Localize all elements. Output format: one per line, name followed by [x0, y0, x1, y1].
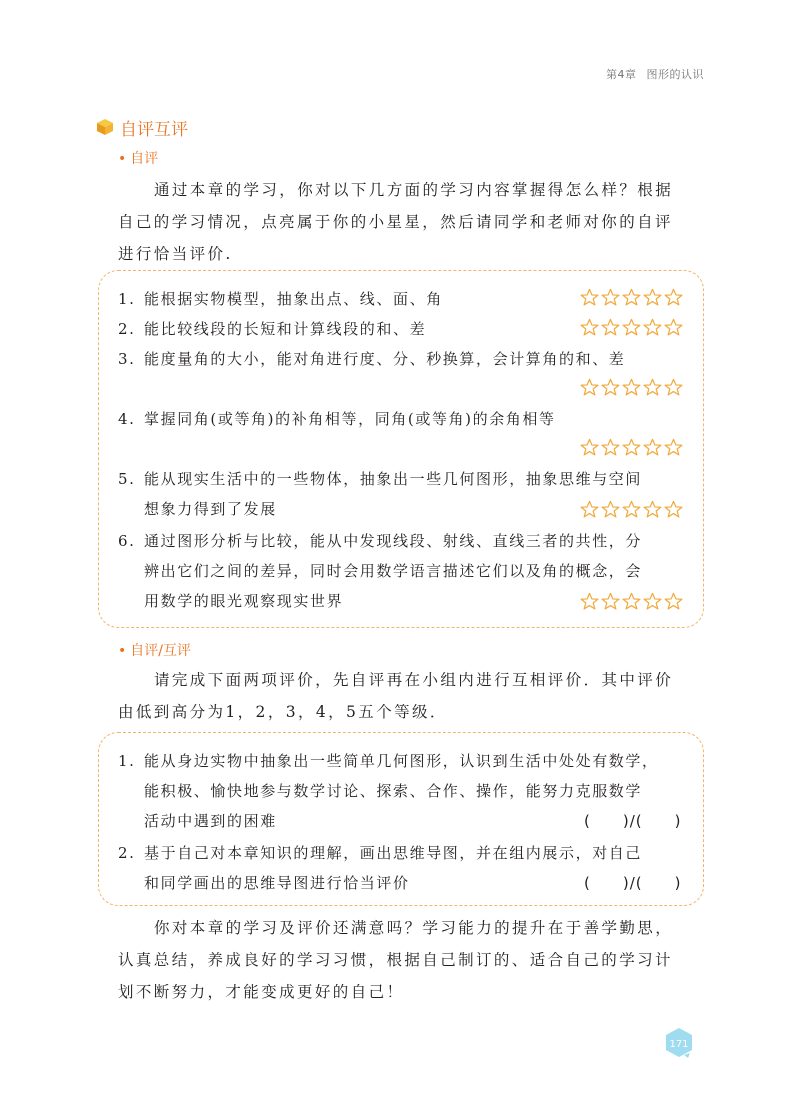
running-header [606, 66, 704, 82]
star-outline-icon[interactable] [622, 592, 641, 611]
closing-line: 你对本章的学习及评价还满意吗？学习能力的提升在于善学勤思， [154, 919, 674, 937]
page-number: 171 [669, 1039, 689, 1050]
star-outline-icon[interactable] [580, 592, 599, 611]
intro-line: 通过本章的学习，你对以下几方面的学习内容掌握得怎么样？根据 [154, 181, 674, 199]
bullet-dot-icon: • [118, 643, 127, 659]
mutual-item-1-line-3: 活动中遇到的困难 [144, 812, 277, 830]
closing-paragraph [118, 912, 696, 1008]
star-outline-icon[interactable] [643, 438, 662, 457]
self-item-1: 1. 能根据实物模型，抽象出点、线、面、角 [118, 290, 443, 308]
rating-blank-1[interactable]: ( )/( ) [584, 812, 682, 830]
star-outline-icon[interactable] [580, 318, 599, 337]
star-outline-icon[interactable] [643, 288, 662, 307]
star-outline-icon[interactable] [622, 318, 641, 337]
star-outline-icon[interactable] [664, 378, 683, 397]
intro-line: 自己的学习情况，点亮属于你的小星星，然后请同学和老师对你的自评 [118, 213, 673, 231]
self-item-5-line-2: 想象力得到了发展 [144, 500, 277, 518]
self-eval-heading [118, 148, 158, 168]
star-rating-2[interactable] [580, 318, 685, 338]
star-rating-5[interactable] [580, 500, 685, 520]
mutual-item-2: 2. 基于自己对本章知识的理解，画出思维导图，并在组内展示，对自己 [118, 844, 643, 862]
star-outline-icon[interactable] [664, 318, 683, 337]
mutual-eval-intro [118, 664, 696, 728]
intro-line: 由低到高分为1，2，3，4，5五个等级． [118, 703, 448, 721]
star-outline-icon[interactable] [622, 438, 641, 457]
star-outline-icon[interactable] [601, 438, 620, 457]
star-outline-icon[interactable] [664, 288, 683, 307]
section-title [96, 114, 188, 140]
star-outline-icon[interactable] [601, 288, 620, 307]
mutual-item-2-line-2: 和同学画出的思维导图进行恰当评价 [144, 874, 410, 892]
star-outline-icon[interactable] [580, 288, 599, 307]
bullet-dot-icon: • [118, 151, 127, 167]
self-item-4: 4. 掌握同角(或等角)的补角相等，同角(或等角)的余角相等 [118, 410, 556, 428]
self-item-5: 5. 能从现实生活中的一些物体，抽象出一些几何图形，抽象思维与空间 [118, 470, 643, 488]
intro-line: 进行恰当评价. [118, 245, 233, 263]
self-item-2: 2. 能比较线段的长短和计算线段的和、差 [118, 320, 427, 338]
star-rating-6[interactable] [580, 592, 685, 612]
star-outline-icon[interactable] [601, 318, 620, 337]
star-outline-icon[interactable] [580, 500, 599, 519]
page-number-badge [664, 1027, 694, 1059]
mutual-item-1-line-2: 能积极、愉快地参与数学讨论、探索、合作、操作，能努力克服数学 [144, 782, 643, 800]
closing-line: 划不断努力，才能变成更好的自己！ [118, 983, 405, 1001]
star-outline-icon[interactable] [643, 318, 662, 337]
chapter-number: 第4章 [606, 68, 637, 81]
star-outline-icon[interactable] [601, 592, 620, 611]
intro-line: 请完成下面两项评价，先自评再在小组内进行互相评价．其中评价 [154, 671, 674, 689]
star-outline-icon[interactable] [580, 378, 599, 397]
star-outline-icon[interactable] [601, 378, 620, 397]
star-outline-icon[interactable] [622, 378, 641, 397]
self-item-6: 6. 通过图形分析与比较，能从中发现线段、射线、直线三者的共性，分 [118, 532, 643, 550]
star-rating-1[interactable] [580, 288, 685, 308]
self-eval-intro [118, 174, 696, 270]
star-rating-4[interactable] [580, 438, 685, 458]
hexagon-badge-icon [664, 1027, 694, 1059]
mutual-item-1: 1. 能从身边实物中抽象出一些简单几何图形，认识到生活中处处有数学， [118, 752, 659, 770]
star-outline-icon[interactable] [664, 438, 683, 457]
mutual-eval-heading-text: 自评/互评 [130, 643, 191, 659]
cube-icon [96, 118, 114, 136]
section-title-text: 自评互评 [120, 119, 188, 140]
closing-line: 认真总结，养成良好的学习习惯，根据自己制订的、适合自己的学习计 [118, 951, 673, 969]
star-outline-icon[interactable] [601, 500, 620, 519]
star-rating-3[interactable] [580, 378, 685, 398]
star-outline-icon[interactable] [664, 500, 683, 519]
rating-blank-2[interactable]: ( )/( ) [584, 874, 682, 892]
star-outline-icon[interactable] [580, 438, 599, 457]
self-item-6-line-2: 辨出它们之间的差异，同时会用数学语言描述它们以及角的概念，会 [144, 562, 643, 580]
self-item-3: 3. 能度量角的大小，能对角进行度、分、秒换算，会计算角的和、差 [118, 350, 626, 368]
mutual-eval-heading [118, 640, 191, 660]
star-outline-icon[interactable] [643, 378, 662, 397]
star-outline-icon[interactable] [622, 288, 641, 307]
star-outline-icon[interactable] [643, 500, 662, 519]
self-item-6-line-3: 用数学的眼光观察现实世界 [144, 592, 344, 610]
self-eval-heading-text: 自评 [130, 151, 159, 167]
chapter-title: 图形的认识 [646, 68, 704, 81]
star-outline-icon[interactable] [643, 592, 662, 611]
star-outline-icon[interactable] [622, 500, 641, 519]
star-outline-icon[interactable] [664, 592, 683, 611]
